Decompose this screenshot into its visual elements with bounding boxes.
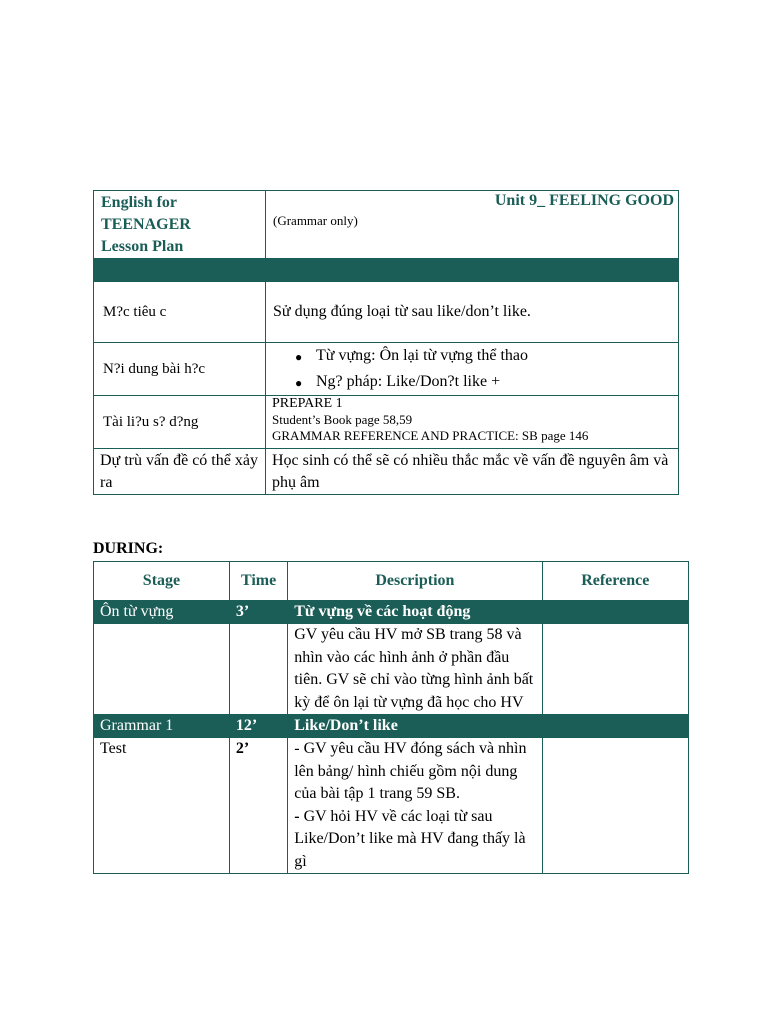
section-stage: Ôn từ vựng (94, 601, 230, 624)
description-text: GV hỏi HV về các loại từ sau Like/Don’t like mà HV đang thấy là gì (294, 807, 526, 870)
materials-line: PREPARE 1 (272, 396, 343, 411)
time-cell: 2’ (229, 738, 287, 874)
materials-line: GRAMMAR REFERENCE AND PRACTICE: SB page 146 (272, 428, 589, 443)
objective-label: M?c tiêu c (94, 282, 266, 343)
header-divider-bar (94, 259, 679, 282)
column-header-description: Description (288, 562, 542, 601)
risk-value: Học sinh có thể sẽ có nhiều thắc mắc về vấn đề nguyên âm và phụ âm (266, 449, 679, 495)
course-title (94, 191, 266, 259)
description-paragraph (294, 806, 535, 874)
reference-cell (542, 624, 689, 715)
objective-value: Sử dụng đúng loại từ sau like/don’t like. (266, 282, 679, 343)
course-line: TEENAGER (101, 216, 191, 233)
during-table (93, 561, 689, 874)
during-heading: DURING: (93, 540, 164, 557)
stage-cell: Test (94, 738, 230, 874)
table-row (94, 624, 689, 715)
course-line: English for (101, 194, 178, 211)
content-value (266, 343, 679, 396)
section-description: Từ vựng về các hoạt động (288, 601, 689, 624)
column-header-reference: Reference (542, 562, 689, 601)
unit-header-cell (266, 191, 679, 259)
lesson-info-table (93, 190, 679, 495)
column-header-time: Time (229, 562, 287, 601)
section-time: 12’ (229, 715, 287, 738)
section-row-grammar (94, 715, 689, 738)
table-row (94, 738, 689, 874)
materials-line: Student’s Book page 58,59 (272, 412, 413, 427)
stage-cell (94, 624, 230, 715)
course-line: Lesson Plan (101, 238, 184, 255)
section-stage: Grammar 1 (94, 715, 230, 738)
column-header-stage: Stage (94, 562, 230, 601)
time-cell (229, 624, 287, 715)
risk-label: Dự trù vấn đề có thể xảy ra (94, 449, 266, 495)
section-time: 3’ (229, 601, 287, 624)
description-cell: GV yêu cầu HV mở SB trang 58 và nhìn vào các hình ảnh ở phần đầu tiên. GV sẽ chỉ vào từng hình ảnh bất kỳ để ôn lại từ vựng đã học cho HV (288, 624, 542, 715)
content-bullet: ● Ng? pháp: Like/Don?t like + (266, 369, 678, 395)
description-paragraph: - GV yêu cầu HV đóng sách và nhìn lên bảng/ hình chiếu gồm nội dung của bài tập 1 trang 59 SB. (294, 740, 527, 802)
materials-label: Tài li?u s? d?ng (94, 396, 266, 449)
dash-marker: - (294, 807, 300, 825)
materials-value (266, 396, 679, 449)
content-bullet: ● Từ vựng: Ôn lại từ vựng thể thao (266, 343, 678, 369)
section-description: Like/Don’t like (288, 715, 689, 738)
content-label: N?i dung bài h?c (94, 343, 266, 396)
section-row-vocab (94, 601, 689, 624)
reference-cell (542, 738, 689, 874)
unit-title: Unit 9_ FEELING GOOD (494, 192, 674, 209)
unit-subtitle: (Grammar only) (273, 213, 358, 228)
description-cell (288, 738, 542, 874)
